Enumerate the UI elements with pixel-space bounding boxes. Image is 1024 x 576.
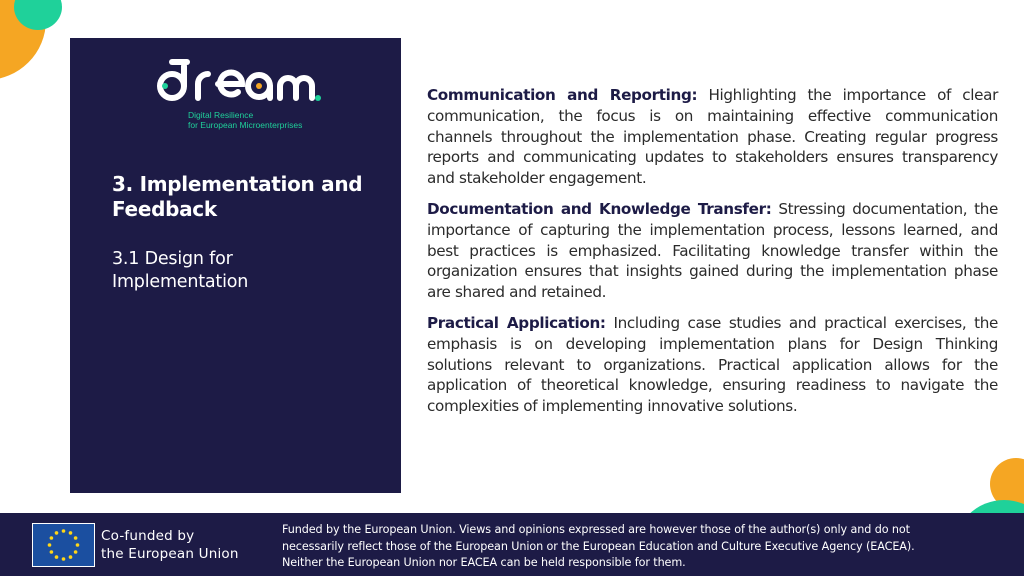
paragraph-body: Highlighting the importance of clear communication, the focus is on maintaining effective communication channels throughout the implementation phase. Creating regular progress reports and communicating updates to stakeholders ensures transparency and stakeholder engagement. <box>427 86 998 188</box>
logo-subtitle-line2: for European Microenterprises <box>188 120 303 130</box>
section-heading-line2: Feedback <box>112 197 217 221</box>
eu-cofunded-label <box>101 527 239 563</box>
funding-disclaimer <box>282 522 942 572</box>
disclaimer-line2: necessarily reflect those of the European Union or the European Education and Culture Executive Agency (EACEA). <box>282 539 915 553</box>
paragraph-practical-application <box>427 313 998 417</box>
paragraph-documentation <box>427 199 998 303</box>
section-subheading-line1: 3.1 Design for <box>112 249 233 269</box>
section-subheading <box>112 248 372 294</box>
eu-cofunded-line2: the European Union <box>101 546 239 562</box>
logo-subtitle-line1: Digital Resilience <box>188 110 254 120</box>
eu-cofunded-line1: Co-funded by <box>101 528 195 544</box>
footer-bar <box>0 513 1024 576</box>
disclaimer-line3: Neither the European Union nor EACEA can be held responsible for them. <box>282 556 686 569</box>
disclaimer-line1: Funded by the European Union. Views and opinions expressed are however those of the author(s) only and do not <box>282 523 910 536</box>
paragraph-body: Stressing documentation, the importance of capturing the implementation process, lessons learned, and best practices is emphasized. Facilitating knowledge transfer within the organization ensures that insights gained during the implementation phase are shared and retained. <box>427 199 998 302</box>
section-heading-line1: 3. Implementation and <box>112 172 363 196</box>
dream-logo <box>156 56 326 136</box>
eu-stars-icon <box>33 524 94 566</box>
paragraph-communication <box>427 85 998 189</box>
paragraph-title: Documentation and Knowledge Transfer: <box>427 199 772 218</box>
section-heading <box>112 172 372 222</box>
eu-flag-icon <box>32 523 95 567</box>
logo-subtitle <box>188 110 302 130</box>
dream-logo-wordmark <box>156 56 326 108</box>
paragraph-title: Communication and Reporting: <box>427 86 698 104</box>
paragraph-title: Practical Application: <box>427 313 606 332</box>
paragraph-body: Including case studies and practical exercises, the emphasis is on developing implementation plans for Design Thinking solutions relevant to organizations. Practical application allows for the application of theoretical knowledge, ensuring readiness to navigate the complexities of implementing innovative solutions. <box>427 313 998 416</box>
title-panel <box>70 38 401 493</box>
content-body <box>427 85 998 427</box>
section-subheading-line2: Implementation <box>112 272 249 292</box>
